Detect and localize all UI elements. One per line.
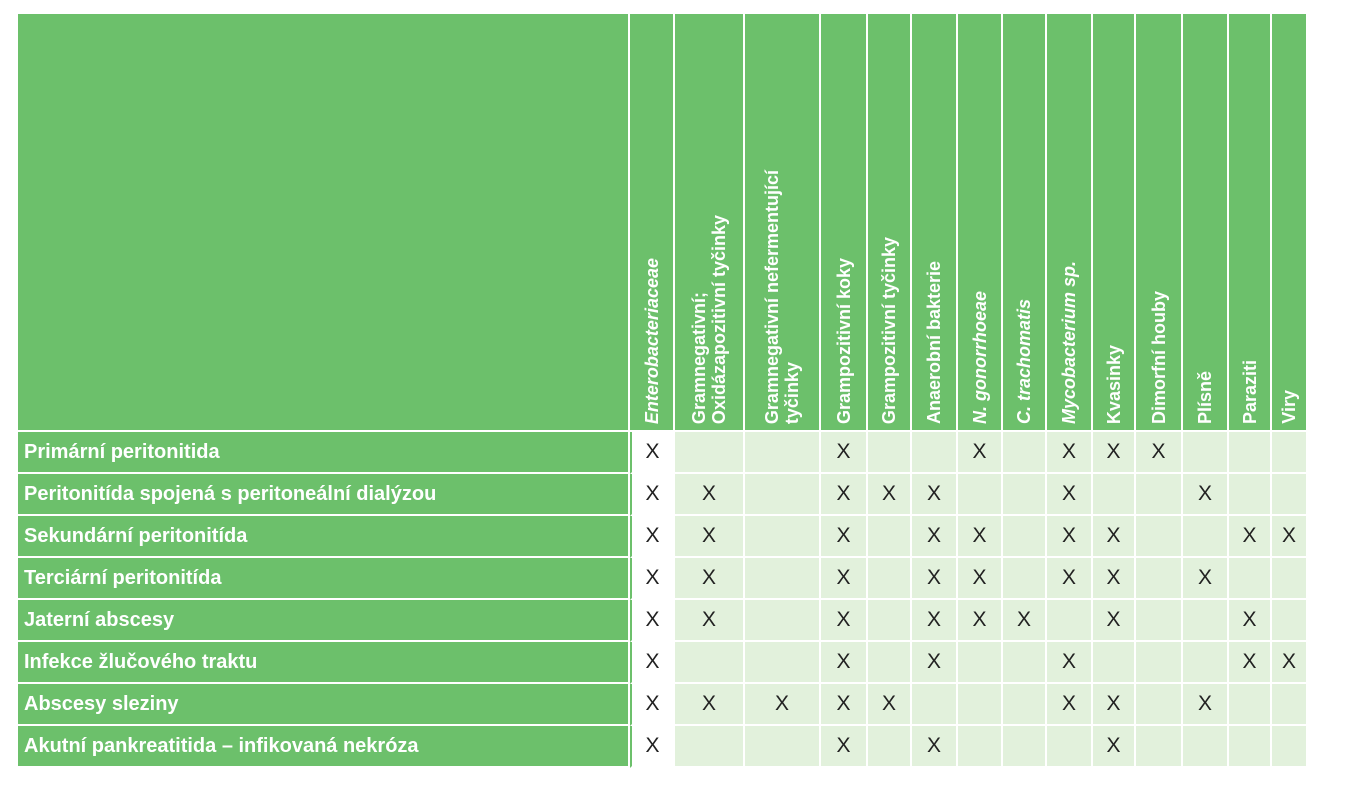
table-cell xyxy=(1183,726,1229,768)
table-cell xyxy=(675,516,745,558)
table-cell xyxy=(1272,432,1308,474)
cell-mark: X xyxy=(1197,692,1212,715)
table-cell xyxy=(912,516,958,558)
table-cell xyxy=(1136,684,1183,726)
table-cell xyxy=(821,432,868,474)
table-cell xyxy=(745,558,821,600)
column-header-label: Paraziti xyxy=(1239,359,1260,424)
table-cell xyxy=(958,600,1003,642)
column-header-label: Viry xyxy=(1279,390,1299,424)
table-cell xyxy=(630,726,675,768)
table-cell xyxy=(1136,726,1183,768)
row-label: Terciární peritonitída xyxy=(18,558,630,600)
table-cell xyxy=(1136,642,1183,684)
table-cell xyxy=(868,474,912,516)
cell-mark: X xyxy=(972,524,987,547)
table-cell xyxy=(1229,726,1272,768)
cell-mark: X xyxy=(881,692,896,715)
cell-mark: X xyxy=(1151,440,1166,463)
cell-mark: X xyxy=(972,608,987,631)
table-cell xyxy=(1183,516,1229,558)
pathogen-table xyxy=(18,14,1308,768)
table-cell xyxy=(821,474,868,516)
table-cell xyxy=(1136,432,1183,474)
cell-mark: X xyxy=(645,608,660,631)
column-header-label: Enterobacteriaceae xyxy=(641,257,662,424)
cell-mark: X xyxy=(926,734,941,757)
cell-mark: X xyxy=(1197,482,1212,505)
table-cell xyxy=(1272,642,1308,684)
table-cell xyxy=(1229,684,1272,726)
table-cell xyxy=(868,600,912,642)
cell-mark: X xyxy=(645,566,660,589)
table-cell xyxy=(1003,474,1047,516)
column-header-label: C. trachomatis xyxy=(1014,298,1034,424)
cell-mark: X xyxy=(701,482,716,505)
table-cell xyxy=(912,642,958,684)
row-label: Jaterní abscesy xyxy=(18,600,630,642)
table-cell xyxy=(745,474,821,516)
column-header-label: Anaerobní bakterie xyxy=(924,260,944,424)
table-cell xyxy=(630,600,675,642)
cell-mark: X xyxy=(836,482,851,505)
table-row xyxy=(18,432,1308,474)
table-cell xyxy=(958,558,1003,600)
table-cell xyxy=(630,474,675,516)
table-cell xyxy=(958,684,1003,726)
cell-mark: X xyxy=(645,524,660,547)
cell-mark: X xyxy=(645,482,660,505)
table-cell xyxy=(958,642,1003,684)
row-label: Abscesy sleziny xyxy=(18,684,630,726)
cell-mark: X xyxy=(836,734,851,757)
cell-mark: X xyxy=(701,608,716,631)
cell-mark: X xyxy=(645,650,660,673)
table-cell xyxy=(675,558,745,600)
table-cell xyxy=(1229,516,1272,558)
table-cell xyxy=(630,558,675,600)
table-cell xyxy=(630,684,675,726)
cell-mark: X xyxy=(774,692,789,715)
table-cell xyxy=(1093,600,1136,642)
table-cell xyxy=(1183,600,1229,642)
table-row xyxy=(18,726,1308,768)
cell-mark: X xyxy=(701,692,716,715)
table-cell xyxy=(868,516,912,558)
row-label: Peritonitída spojená s peritoneální dialýzou xyxy=(18,474,630,516)
table-cell xyxy=(1003,558,1047,600)
table-cell xyxy=(1272,474,1308,516)
table-cell xyxy=(1136,600,1183,642)
column-header-label: Plísně xyxy=(1195,370,1215,424)
column-header xyxy=(1047,14,1093,432)
table-cell xyxy=(1272,558,1308,600)
table-cell xyxy=(1047,516,1093,558)
cell-mark: X xyxy=(1106,692,1121,715)
table-cell xyxy=(745,642,821,684)
table-row xyxy=(18,684,1308,726)
cell-mark: X xyxy=(645,734,660,757)
table-cell xyxy=(675,432,745,474)
column-header xyxy=(1229,14,1272,432)
table-cell xyxy=(1003,516,1047,558)
table-cell xyxy=(1229,642,1272,684)
cell-mark: X xyxy=(645,440,660,463)
table-cell xyxy=(912,684,958,726)
table-cell xyxy=(745,726,821,768)
column-header-label: Gramnegativní; Oxidázapozitivní tyčinky xyxy=(689,214,729,424)
table-cell xyxy=(675,726,745,768)
table-cell xyxy=(675,684,745,726)
cell-mark: X xyxy=(836,650,851,673)
table-cell xyxy=(821,600,868,642)
table-cell xyxy=(912,432,958,474)
row-label: Primární peritonitida xyxy=(18,432,630,474)
table-row xyxy=(18,516,1308,558)
cell-mark: X xyxy=(1061,440,1076,463)
table-cell xyxy=(630,432,675,474)
cell-mark: X xyxy=(1106,608,1121,631)
cell-mark: X xyxy=(1106,734,1121,757)
cell-mark: X xyxy=(836,566,851,589)
table-cell xyxy=(958,726,1003,768)
cell-mark: X xyxy=(926,650,941,673)
cell-mark: X xyxy=(1242,524,1257,547)
column-header xyxy=(1003,14,1047,432)
table-cell xyxy=(1229,558,1272,600)
table-cell xyxy=(1272,516,1308,558)
table-cell xyxy=(745,432,821,474)
cell-mark: X xyxy=(1016,608,1031,631)
table-cell xyxy=(958,432,1003,474)
cell-mark: X xyxy=(836,608,851,631)
row-label: Akutní pankreatitida – infikovaná nekróza xyxy=(18,726,630,768)
table-cell xyxy=(821,726,868,768)
column-header xyxy=(1136,14,1183,432)
table-cell xyxy=(1272,726,1308,768)
cell-mark: X xyxy=(1106,524,1121,547)
row-label: Sekundární peritonitída xyxy=(18,516,630,558)
table-cell xyxy=(1093,642,1136,684)
table-cell xyxy=(1229,474,1272,516)
table-cell xyxy=(912,726,958,768)
cell-mark: X xyxy=(1106,440,1121,463)
column-header xyxy=(821,14,868,432)
table-cell xyxy=(1183,684,1229,726)
table-cell xyxy=(868,642,912,684)
table-cell xyxy=(1093,432,1136,474)
cell-mark: X xyxy=(1197,566,1212,589)
table-cell xyxy=(745,684,821,726)
column-header-label: Grampozitivní koky xyxy=(833,257,854,424)
column-header-label: N. gonorrhoeae xyxy=(969,290,990,424)
column-header xyxy=(868,14,912,432)
table-cell xyxy=(1093,516,1136,558)
table-cell xyxy=(868,432,912,474)
cell-mark: X xyxy=(1281,650,1296,673)
cell-mark: X xyxy=(836,524,851,547)
column-header xyxy=(630,14,675,432)
cell-mark: X xyxy=(1242,608,1257,631)
table-cell xyxy=(1003,642,1047,684)
table-row xyxy=(18,474,1308,516)
cell-mark: X xyxy=(1061,566,1076,589)
table-cell xyxy=(1003,726,1047,768)
table-cell xyxy=(821,684,868,726)
cell-mark: X xyxy=(1242,650,1257,673)
cell-mark: X xyxy=(836,440,851,463)
table-cell xyxy=(1093,474,1136,516)
table-cell xyxy=(912,558,958,600)
table-cell xyxy=(745,600,821,642)
table-cell xyxy=(675,474,745,516)
column-header xyxy=(958,14,1003,432)
table-cell xyxy=(1003,684,1047,726)
cell-mark: X xyxy=(1061,482,1076,505)
table-cell xyxy=(630,516,675,558)
table-cell xyxy=(958,516,1003,558)
table-cell xyxy=(1093,558,1136,600)
table-cell xyxy=(912,474,958,516)
cell-mark: X xyxy=(926,524,941,547)
table-cell xyxy=(1229,432,1272,474)
table-cell xyxy=(1272,684,1308,726)
column-header xyxy=(745,14,821,432)
cell-mark: X xyxy=(972,566,987,589)
cell-mark: X xyxy=(1106,566,1121,589)
table-cell xyxy=(1047,474,1093,516)
column-header xyxy=(1183,14,1229,432)
table-cell xyxy=(1047,600,1093,642)
cell-mark: X xyxy=(1061,524,1076,547)
table-cell xyxy=(1047,726,1093,768)
column-header-label: Gramnegativní nefermentující tyčinky xyxy=(762,169,802,424)
table-cell xyxy=(868,726,912,768)
cell-mark: X xyxy=(1061,692,1076,715)
table-cell xyxy=(958,474,1003,516)
cell-mark: X xyxy=(972,440,987,463)
table-cell xyxy=(1183,432,1229,474)
table-cell xyxy=(1272,600,1308,642)
column-header xyxy=(912,14,958,432)
pathogen-table-container xyxy=(18,14,1308,768)
cell-mark: X xyxy=(701,566,716,589)
table-cell xyxy=(1136,516,1183,558)
cell-mark: X xyxy=(645,692,660,715)
table-cell xyxy=(1047,432,1093,474)
table-cell xyxy=(868,684,912,726)
table-cell xyxy=(630,642,675,684)
header-row xyxy=(18,14,1308,432)
table-cell xyxy=(912,600,958,642)
table-cell xyxy=(675,600,745,642)
table-cell xyxy=(1136,474,1183,516)
cell-mark: X xyxy=(701,524,716,547)
row-label: Infekce žlučového traktu xyxy=(18,642,630,684)
table-cell xyxy=(1183,474,1229,516)
table-cell xyxy=(1003,600,1047,642)
table-cell xyxy=(1183,558,1229,600)
table-cell xyxy=(1229,600,1272,642)
table-cell xyxy=(821,558,868,600)
table-cell xyxy=(1093,726,1136,768)
table-cell xyxy=(821,642,868,684)
header-corner xyxy=(18,14,630,432)
table-row xyxy=(18,558,1308,600)
table-row xyxy=(18,642,1308,684)
cell-mark: X xyxy=(926,566,941,589)
table-cell xyxy=(1047,558,1093,600)
table-cell xyxy=(868,558,912,600)
table-cell xyxy=(1047,642,1093,684)
column-header-label: Grampozitivní tyčinky xyxy=(879,236,899,424)
table-cell xyxy=(1093,684,1136,726)
table-cell xyxy=(1003,432,1047,474)
column-header xyxy=(675,14,745,432)
cell-mark: X xyxy=(881,482,896,505)
column-header-label: Dimorfní houby xyxy=(1148,291,1169,424)
table-cell xyxy=(675,642,745,684)
table-cell xyxy=(1047,684,1093,726)
column-header-label: Kvasinky xyxy=(1103,344,1124,424)
cell-mark: X xyxy=(836,692,851,715)
column-header-label: Mycobacterium sp. xyxy=(1059,260,1079,424)
table-cell xyxy=(1136,558,1183,600)
table-cell xyxy=(821,516,868,558)
table-cell xyxy=(745,516,821,558)
cell-mark: X xyxy=(926,482,941,505)
column-header xyxy=(1272,14,1308,432)
table-cell xyxy=(1183,642,1229,684)
column-header xyxy=(1093,14,1136,432)
table-row xyxy=(18,600,1308,642)
cell-mark: X xyxy=(926,608,941,631)
cell-mark: X xyxy=(1061,650,1076,673)
cell-mark: X xyxy=(1281,524,1296,547)
